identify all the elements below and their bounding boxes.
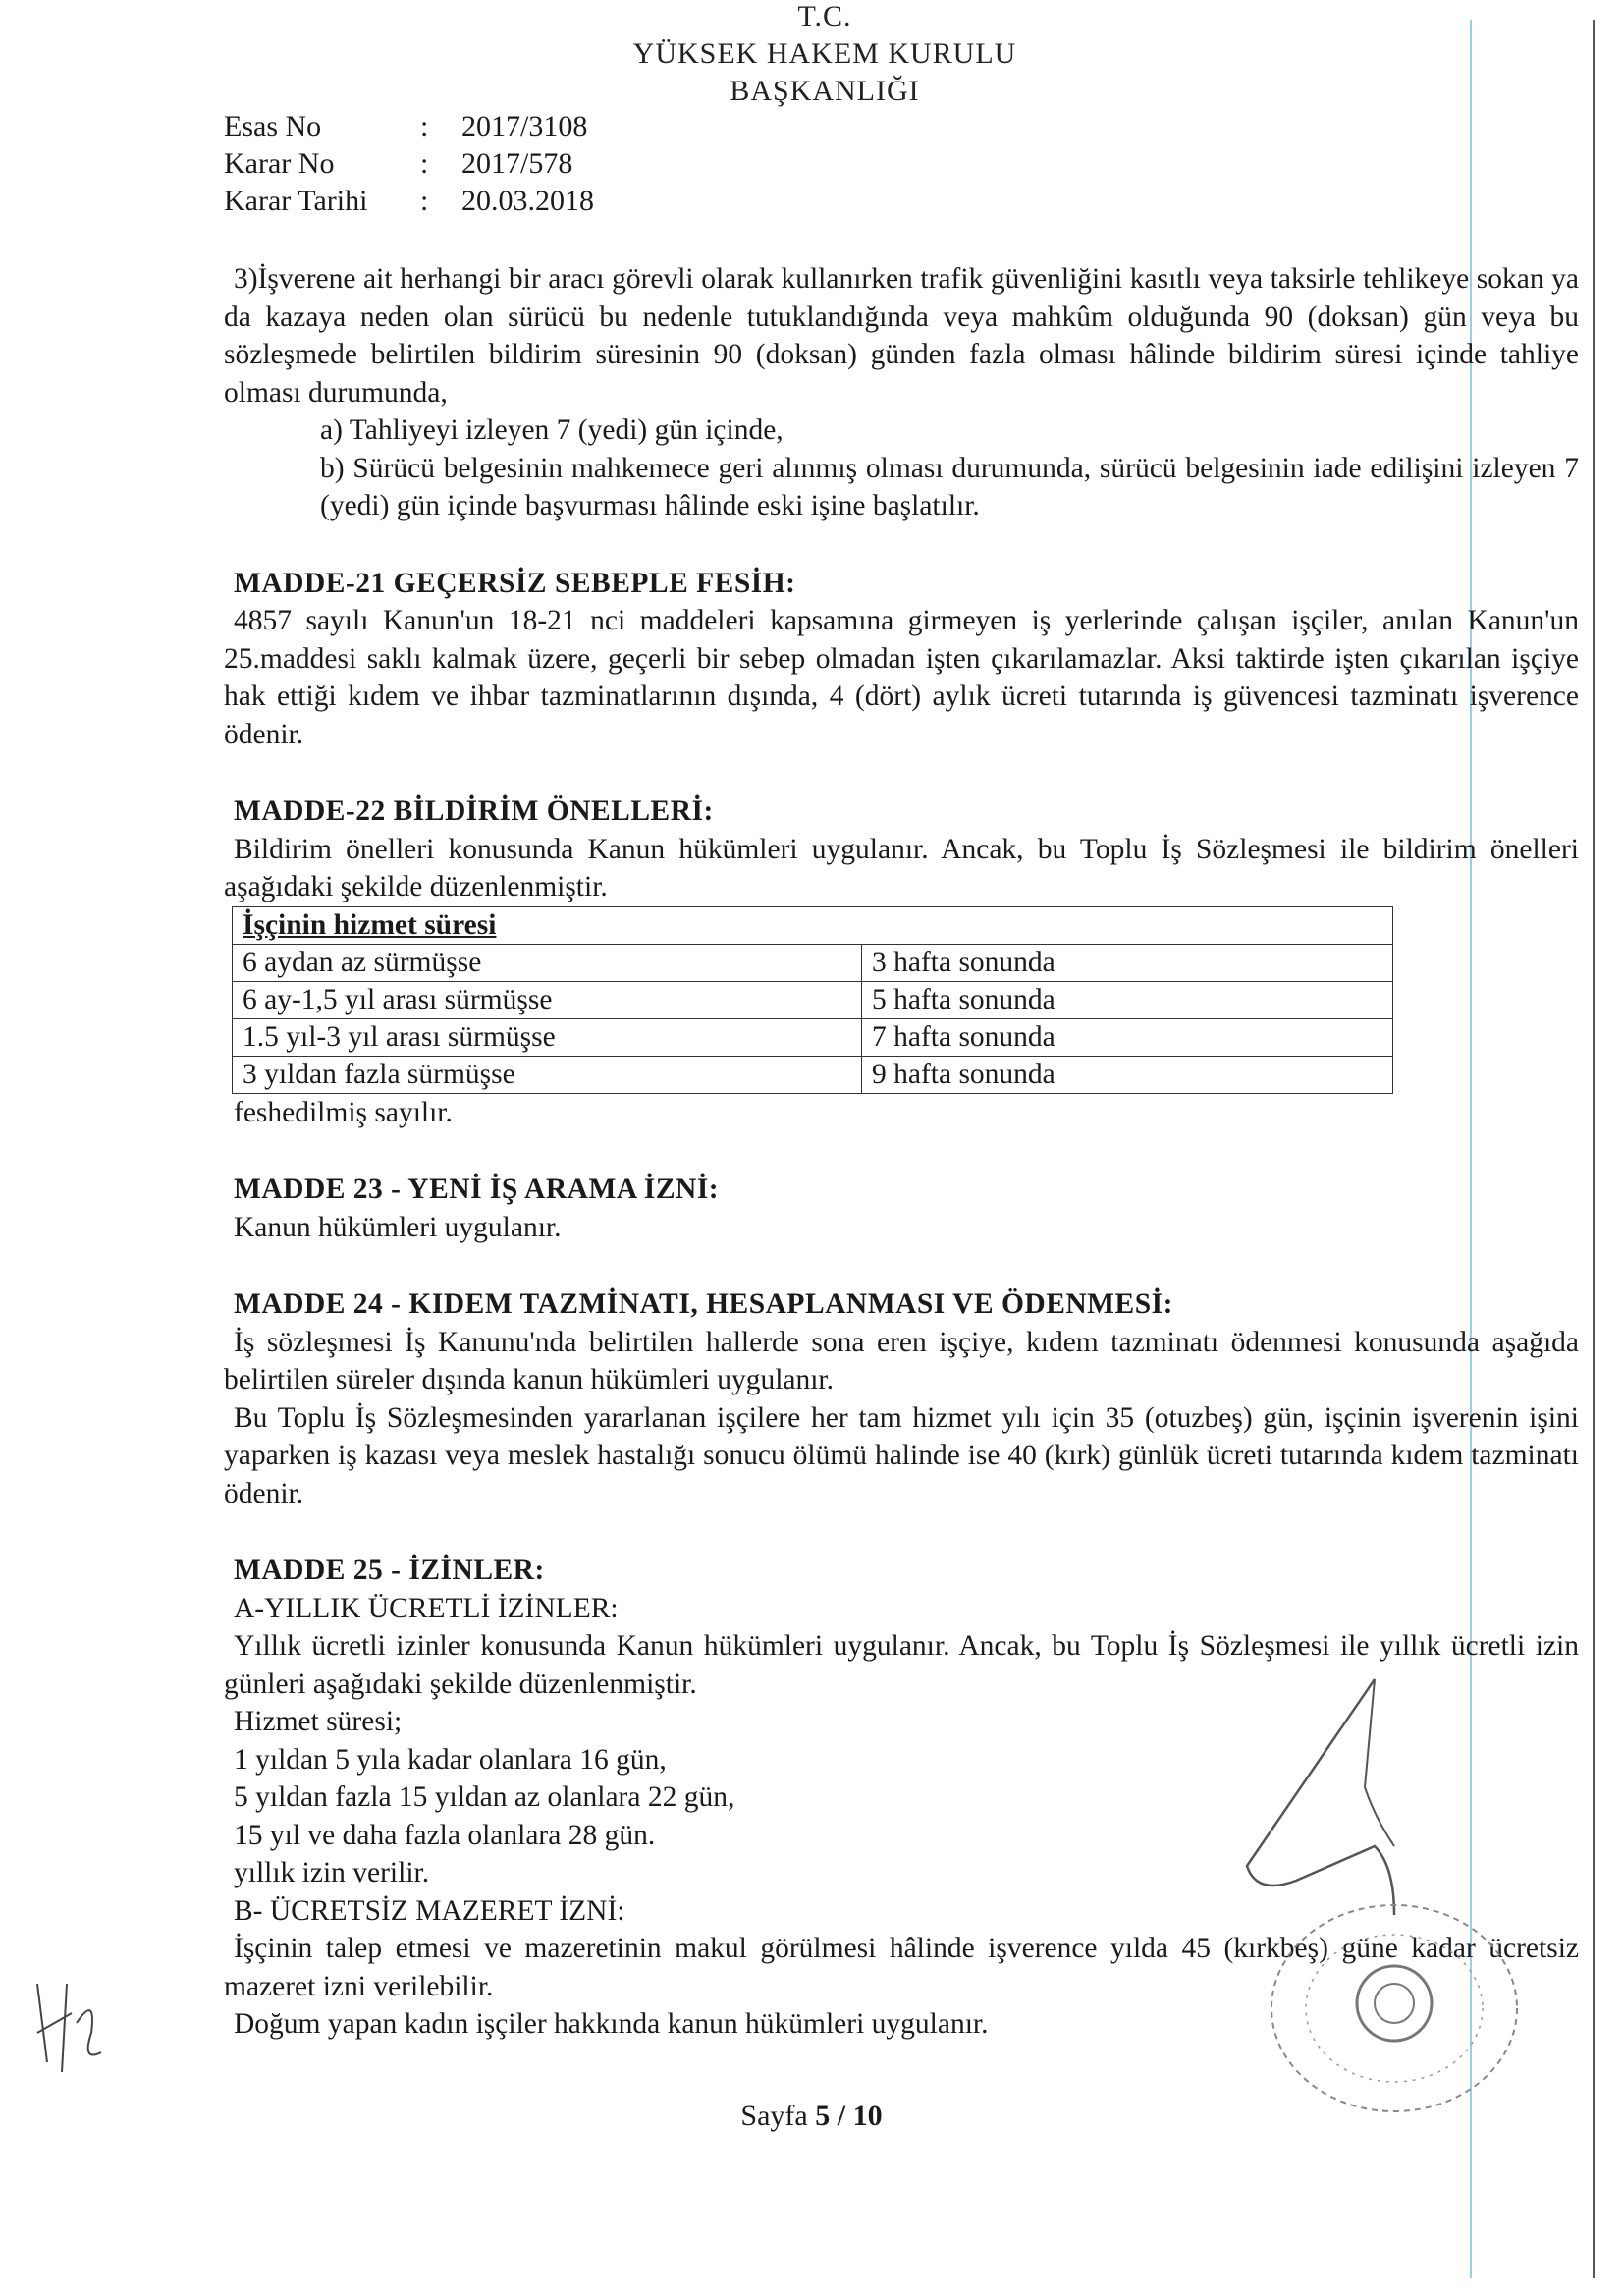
tarih-value: 20.03.2018 xyxy=(461,185,594,217)
colon: : xyxy=(420,110,429,142)
table-cell-notice: 3 hafta sonunda xyxy=(862,944,1393,981)
table-header: İşçinin hizmet süresi xyxy=(233,906,1393,944)
madde23-text: Kanun hükümleri uygulanır. xyxy=(234,1211,562,1243)
header-institution: YÜKSEK HAKEM KURULU xyxy=(632,37,1017,70)
madde25-b-title: B- ÜCRETSİZ MAZERET İZNİ: xyxy=(234,1894,625,1927)
page-current: 5 xyxy=(815,2100,831,2132)
page-separator: / xyxy=(837,2100,846,2132)
page-total: 10 xyxy=(852,2100,883,2132)
tarih-label: Karar Tarihi xyxy=(224,185,368,217)
table-cell-duration: 3 yıldan fazla sürmüşse xyxy=(233,1056,862,1093)
notice-table xyxy=(232,906,1393,1094)
karar-value: 2017/578 xyxy=(461,147,573,180)
karar-label: Karar No xyxy=(224,147,335,180)
madde21-title: MADDE-21 GEÇERSİZ SEBEPLE FESİH: xyxy=(234,567,796,599)
madde25-title: MADDE 25 - İZİNLER: xyxy=(234,1555,545,1586)
table-cell-duration: 6 aydan az sürmüşse xyxy=(233,944,862,981)
table-row xyxy=(233,1018,1393,1056)
header-tc: T.C. xyxy=(797,0,852,32)
intro-item-b-text: b) Sürücü belgesinin mahkemece geri alınmış olması durumunda, sürücü belgesinin iade edilişini izleyen 7 (yedi) gün içinde başvurması hâlinde eski işine başlatılır. xyxy=(320,452,1579,521)
karar-row xyxy=(224,147,572,181)
madde25-a-title: A-YILLIK ÜCRETLİ İZİNLER: xyxy=(234,1592,619,1624)
header-presidency: BAŞKANLIĞI xyxy=(730,75,920,107)
initials-icon xyxy=(27,1974,116,2082)
table-cell-notice: 9 hafta sonunda xyxy=(862,1056,1393,1093)
esas-label: Esas No xyxy=(224,110,322,142)
madde25-b-text: İşçinin talep etmesi ve mazeretinin makul görülmesi hâlinde işverence yılda 45 (kırkbeş) güne kadar ücretsiz mazeret izni verilebilir. xyxy=(224,1933,1579,2002)
madde24-p2: Bu Toplu İş Sözleşmesinden yararlanan işçilere her tam hizmet yılı için 35 (otuzbeş) gün, işçinin işverenin işini yaparken iş kazası veya meslek hastalığı sonucu ölümü halinde ise 40 (kırk) günlük ücreti tutarında kıdem tazminatı ödenir. xyxy=(224,1401,1579,1509)
table-cell-duration: 6 ay-1,5 yıl arası sürmüşse xyxy=(233,981,862,1018)
madde25-dogum: Doğum yapan kadın işçiler hakkında kanun hükümleri uygulanır. xyxy=(234,2008,989,2040)
tarih-row xyxy=(224,185,594,218)
table-cell-notice: 5 hafta sonunda xyxy=(862,981,1393,1018)
stamp-icon xyxy=(1247,1886,1542,2131)
page-footer xyxy=(0,2100,1623,2133)
madde25-line-3: 15 yıl ve daha fazla olanlara 28 gün. xyxy=(234,1819,656,1851)
madde24-title: MADDE 24 - KIDEM TAZMİNATI, HESAPLANMASI VE ÖDENMESİ: xyxy=(234,1288,1173,1320)
madde25-hizmet: Hizmet süresi; xyxy=(234,1706,403,1737)
madde22-after: feshedilmiş sayılır. xyxy=(234,1096,453,1128)
madde23-title: MADDE 23 - YENİ İŞ ARAMA İZNİ: xyxy=(234,1174,720,1205)
page-label: Sayfa xyxy=(740,2100,808,2132)
table-row xyxy=(233,1056,1393,1093)
madde22-title: MADDE-22 BİLDİRİM ÖNELLERİ: xyxy=(234,795,714,827)
table-header-row xyxy=(233,906,1393,944)
table-row xyxy=(233,944,1393,981)
colon: : xyxy=(420,185,429,217)
madde21-text: 4857 sayılı Kanun'un 18-21 nci maddeleri kapsamına girmeyen iş yerlerinde çalışan işçiler, anılan Kanun'un 25.maddesi saklı kalmak üzere, geçerli bir sebep olmadan işten çıkarılamazlar. Aksi taktirde işten çıkarılan işçiye hak ettiği kıdem ve ihbar tazminatlarının dışında, 4 (dört) aylık ücreti tutarında iş güvencesi tazminatı işverence ödenir. xyxy=(224,605,1579,750)
intro-item-a: a) Tahliyeyi izleyen 7 (yedi) gün içinde, xyxy=(320,414,784,446)
intro-item-b xyxy=(224,450,1579,525)
page-edge xyxy=(1593,20,1595,2278)
esas-value: 2017/3108 xyxy=(461,110,588,142)
madde22-text: Bildirim önelleri konusunda Kanun hükümleri uygulanır. Ancak, bu Toplu İş Sözleşmesi ile bildirim önelleri aşağıdaki şekilde düzenlenmiştir. xyxy=(224,833,1579,902)
table-cell-notice: 7 hafta sonunda xyxy=(862,1018,1393,1056)
esas-row xyxy=(224,110,587,143)
table-cell-duration: 1.5 yıl-3 yıl arası sürmüşse xyxy=(233,1018,862,1056)
intro-paragraph: 3)İşverene ait herhangi bir aracı görevli olarak kullanırken trafik güvenliğini kasıtlı veya taksirle tehlikeye sokan ya da kazaya neden olan sürücü bu nedenle tutuklandığında veya mahkûm olduğunda 90 (doksan) gün veya bu sözleşmede belirtilen bildirim süresinin 90 (doksan) günden fazla olması hâlinde bildirim süresi içinde tahliye olması durumunda, xyxy=(224,263,1579,409)
madde25-line-1: 1 yıldan 5 yıla kadar olanlara 16 gün, xyxy=(234,1743,667,1776)
table-row xyxy=(233,981,1393,1018)
madde25-line-2: 5 yıldan fazla 15 yıldan az olanlara 22 gün, xyxy=(234,1781,735,1813)
madde25-line-4: yıllık izin verilir. xyxy=(234,1857,430,1888)
colon: : xyxy=(420,147,429,180)
madde24-p1: İş sözleşmesi İş Kanunu'nda belirtilen hallerde sona eren işçiye, kıdem tazminatı ödenmesi konusunda aşağıda belirtilen süreler dışında kanun hükümleri uygulanır. xyxy=(224,1326,1579,1395)
madde25-a-text: Yıllık ücretli izinler konusunda Kanun hükümleri uygulanır. Ancak, bu Toplu İş Sözleşmesi ile yıllık ücretli izin günleri aşağıdaki şekilde düzenlenmiştir. xyxy=(224,1630,1579,1700)
